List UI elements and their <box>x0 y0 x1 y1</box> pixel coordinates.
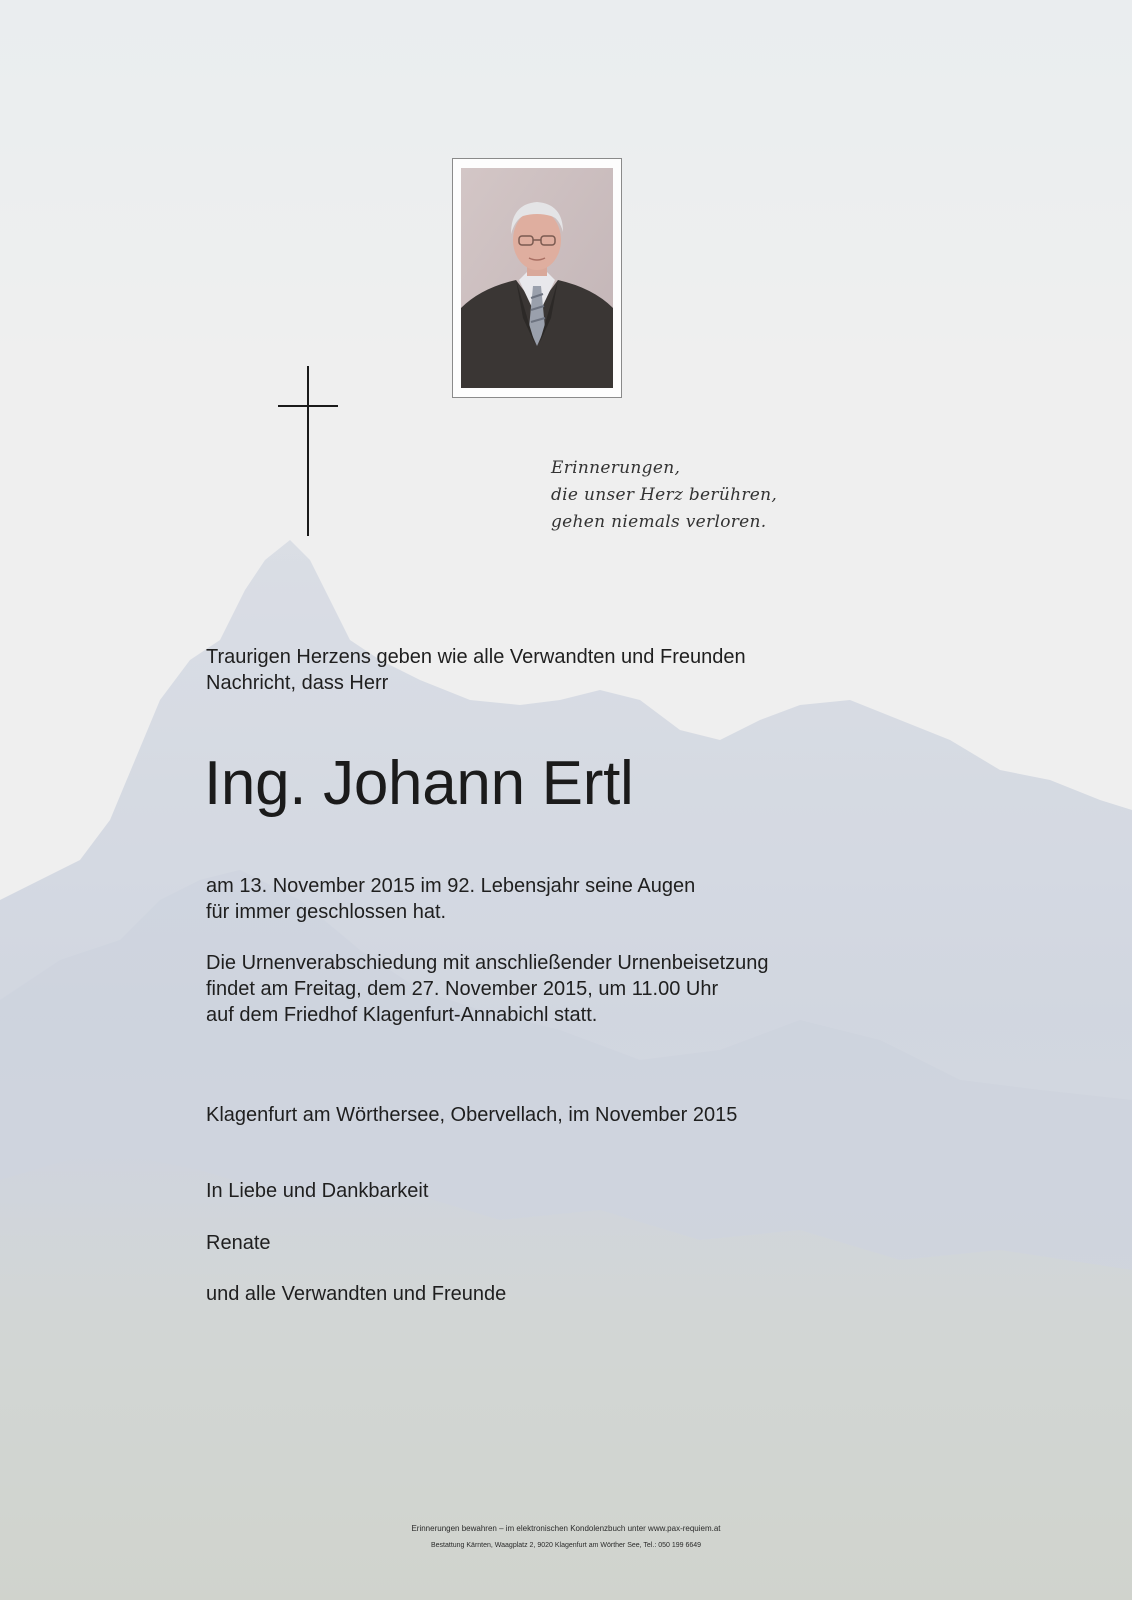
footer-funeral-home: Bestattung Kärnten, Waagplatz 2, 9020 Klagenfurt am Wörther See, Tel.: 050 199 6649 <box>430 1542 702 1549</box>
deceased-name: Ing. Johann Ertl <box>204 749 634 818</box>
place-date: Klagenfurt am Wörthersee, Obervellach, im November 2015 <box>206 1104 738 1126</box>
footer-condolence-link: Erinnerungen bewahren – im elektronischen Kondolenzbuch unter www.pax-requiem.at <box>411 1524 721 1533</box>
funeral-details <box>206 950 769 1028</box>
death-line-2: für immer geschlossen hat. <box>206 901 447 923</box>
death-notice <box>206 873 695 925</box>
funeral-line-3: auf dem Friedhof Klagenfurt-Annabichl statt. <box>206 1004 598 1026</box>
verse-line-1: Erinnerungen, <box>551 458 681 478</box>
verse-line-3: gehen niemals verloren. <box>551 512 767 532</box>
portrait-photo <box>461 168 613 388</box>
memorial-verse <box>551 455 777 536</box>
intro-line-2: Nachricht, dass Herr <box>206 672 389 694</box>
intro-line-1: Traurigen Herzens geben wie alle Verwandten und Freunden <box>206 646 746 668</box>
funeral-line-2: findet am Freitag, dem 27. November 2015, um 11.00 Uhr <box>206 978 719 1000</box>
signer-name: Renate <box>206 1232 271 1254</box>
funeral-line-1: Die Urnenverabschiedung mit anschließender Urnenbeisetzung <box>206 952 769 974</box>
farewell-text: In Liebe und Dankbarkeit <box>206 1180 429 1202</box>
death-line-1: am 13. November 2015 im 92. Lebensjahr seine Augen <box>206 875 696 897</box>
relatives-text: und alle Verwandten und Freunde <box>206 1283 507 1305</box>
cross-icon <box>278 366 338 536</box>
intro-text <box>206 644 746 696</box>
portrait-frame <box>452 158 622 398</box>
verse-line-2: die unser Herz berühren, <box>551 485 778 505</box>
